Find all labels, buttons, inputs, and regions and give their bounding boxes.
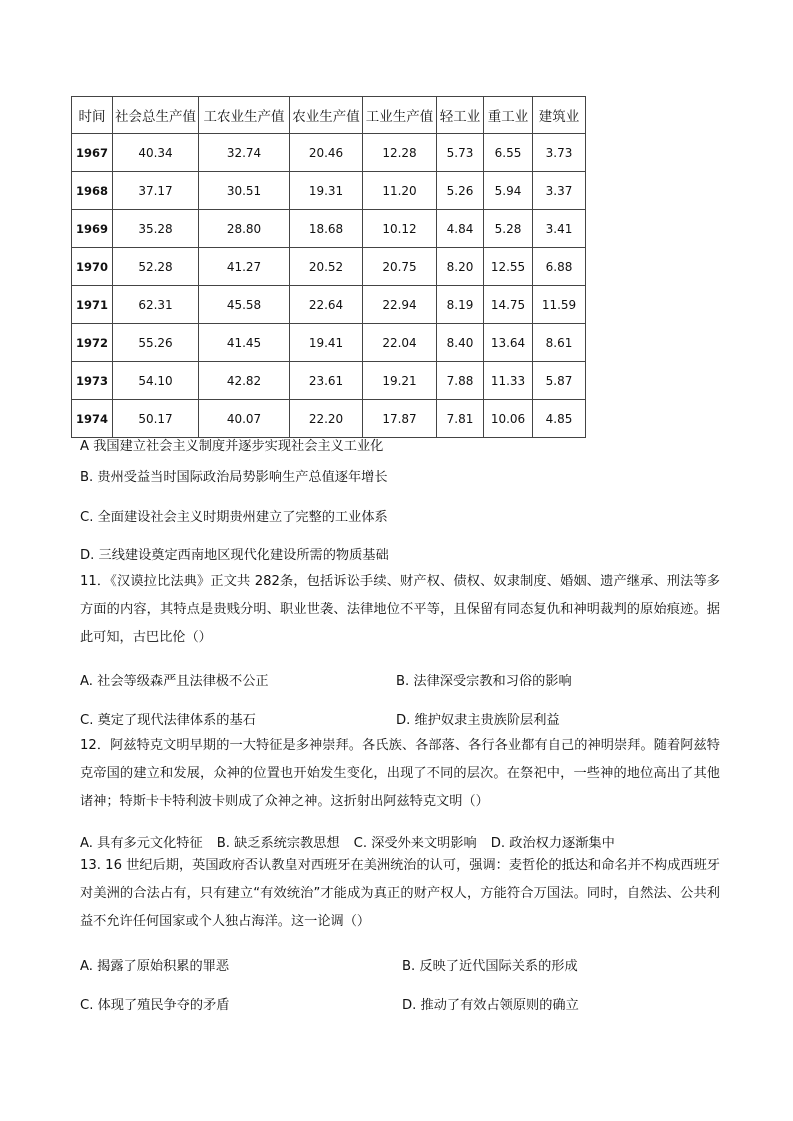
value-cell: 37.17 [113, 172, 199, 210]
value-cell: 19.31 [290, 172, 363, 210]
value-cell: 3.41 [533, 210, 586, 248]
value-cell: 12.55 [484, 248, 533, 286]
table-row [72, 172, 586, 210]
value-cell: 8.20 [437, 248, 484, 286]
q10-option-a: A 我国建立社会主义制度并逐步实现社会主义工业化 [80, 439, 384, 454]
q12-option-d: D. 政治权力逐渐集中 [490, 836, 615, 851]
table-row [72, 400, 586, 438]
value-cell: 22.20 [290, 400, 363, 438]
value-cell: 10.12 [363, 210, 437, 248]
col-header: 农业生产值 [290, 97, 363, 134]
value-cell: 11.33 [484, 362, 533, 400]
value-cell: 7.88 [437, 362, 484, 400]
value-cell: 62.31 [113, 286, 199, 324]
value-cell: 45.58 [199, 286, 290, 324]
value-cell: 3.73 [533, 134, 586, 172]
q10-option-b: B. 贵州受益当时国际政治局势影响生产总值逐年增长 [80, 470, 388, 485]
value-cell: 3.37 [533, 172, 586, 210]
year-cell: 1969 [72, 210, 113, 248]
value-cell: 12.28 [363, 134, 437, 172]
data-table [71, 96, 586, 438]
q11-option-a: A. 社会等级森严且法律极不公正 [80, 674, 269, 689]
value-cell: 40.07 [199, 400, 290, 438]
value-cell: 8.61 [533, 324, 586, 362]
q13-option-b: B. 反映了近代国际关系的形成 [402, 959, 578, 974]
value-cell: 20.75 [363, 248, 437, 286]
table-row [72, 286, 586, 324]
q12-option-a: A. 具有多元文化特征 [80, 836, 203, 851]
value-cell: 5.26 [437, 172, 484, 210]
table-row [72, 134, 586, 172]
value-cell: 32.74 [199, 134, 290, 172]
col-header: 建筑业 [533, 97, 586, 134]
value-cell: 19.41 [290, 324, 363, 362]
value-cell: 8.19 [437, 286, 484, 324]
year-cell: 1968 [72, 172, 113, 210]
value-cell: 28.80 [199, 210, 290, 248]
q12-option-b: B. 缺乏系统宗教思想 [216, 836, 340, 851]
table-row [72, 210, 586, 248]
value-cell: 14.75 [484, 286, 533, 324]
value-cell: 55.26 [113, 324, 199, 362]
year-cell: 1970 [72, 248, 113, 286]
q11-option-c: C. 奠定了现代法律体系的基石 [80, 713, 256, 728]
value-cell: 54.10 [113, 362, 199, 400]
value-cell: 42.82 [199, 362, 290, 400]
value-cell: 23.61 [290, 362, 363, 400]
table-row [72, 248, 586, 286]
value-cell: 20.52 [290, 248, 363, 286]
year-cell: 1967 [72, 134, 113, 172]
value-cell: 20.46 [290, 134, 363, 172]
value-cell: 7.81 [437, 400, 484, 438]
year-cell: 1971 [72, 286, 113, 324]
table-row [72, 324, 586, 362]
value-cell: 22.94 [363, 286, 437, 324]
value-cell: 52.28 [113, 248, 199, 286]
value-cell: 5.87 [533, 362, 586, 400]
value-cell: 5.73 [437, 134, 484, 172]
year-cell: 1973 [72, 362, 113, 400]
value-cell: 41.45 [199, 324, 290, 362]
table-row [72, 362, 586, 400]
value-cell: 30.51 [199, 172, 290, 210]
col-header: 工业生产值 [363, 97, 437, 134]
col-header: 工农业生产值 [199, 97, 290, 134]
value-cell: 19.21 [363, 362, 437, 400]
q11-option-d: D. 维护奴隶主贵族阶层利益 [396, 713, 560, 728]
table-header-row [72, 97, 586, 134]
value-cell: 17.87 [363, 400, 437, 438]
value-cell: 41.27 [199, 248, 290, 286]
q11-option-b: B. 法律深受宗教和习俗的影响 [396, 674, 572, 689]
year-cell: 1974 [72, 400, 113, 438]
q13-option-a: A. 揭露了原始积累的罪恶 [80, 959, 230, 974]
value-cell: 10.06 [484, 400, 533, 438]
value-cell: 6.55 [484, 134, 533, 172]
value-cell: 5.94 [484, 172, 533, 210]
q10-option-c: C. 全面建设社会主义时期贵州建立了完整的工业体系 [80, 510, 388, 525]
value-cell: 4.84 [437, 210, 484, 248]
value-cell: 18.68 [290, 210, 363, 248]
value-cell: 11.59 [533, 286, 586, 324]
value-cell: 6.88 [533, 248, 586, 286]
value-cell: 4.85 [533, 400, 586, 438]
q12-option-c: C. 深受外来文明影响 [353, 836, 477, 851]
q11-stem: 11．《汉谟拉比法典》正文共 282条，包括诉讼手续、财产权、债权、奴隶制度、婚姻、遗产继承、刑法等多方面的内容，其特点是贵贱分明、职业世袭、法律地位不平等，且保留有同态复仇和神明裁判的原始痕迹。据此可知，古巴比伦（） [80, 574, 720, 645]
q13-stem: 13. 16 世纪后期，英国政府否认教皇对西班牙在美洲统治的认可，强调：麦哲伦的抵达和命名并不构成西班牙对美洲的合法占有，只有建立“有效统治”才能成为真正的财产权人，方能符合万国法。同时，自然法、公共利益不允许任何国家或个人独占海洋。这一论调（） [80, 858, 720, 929]
value-cell: 13.64 [484, 324, 533, 362]
col-header: 轻工业 [437, 97, 484, 134]
q12-options [80, 832, 629, 851]
value-cell: 8.40 [437, 324, 484, 362]
q12-stem: 12．阿兹特克文明早期的一大特征是多神崇拜。各氏族、各部落、各行各业都有自己的神明崇拜。随着阿兹特克帝国的建立和发展，众神的位置也开始发生变化，出现了不同的层次。在祭祀中，一些神的地位高出了其他诸神；特斯卡卡特利波卡则成了众神之神。这折射出阿兹特克文明（） [80, 738, 720, 809]
value-cell: 50.17 [113, 400, 199, 438]
col-header: 时间 [72, 97, 113, 134]
col-header: 重工业 [484, 97, 533, 134]
q10-option-d: D. 三线建设奠定西南地区现代化建设所需的物质基础 [80, 548, 389, 563]
value-cell: 35.28 [113, 210, 199, 248]
q13-option-c: C. 体现了殖民争夺的矛盾 [80, 998, 230, 1013]
col-header: 社会总生产值 [113, 97, 199, 134]
value-cell: 22.04 [363, 324, 437, 362]
q13-option-d: D. 推动了有效占领原则的确立 [402, 998, 579, 1013]
value-cell: 22.64 [290, 286, 363, 324]
value-cell: 5.28 [484, 210, 533, 248]
year-cell: 1972 [72, 324, 113, 362]
value-cell: 11.20 [363, 172, 437, 210]
value-cell: 40.34 [113, 134, 199, 172]
